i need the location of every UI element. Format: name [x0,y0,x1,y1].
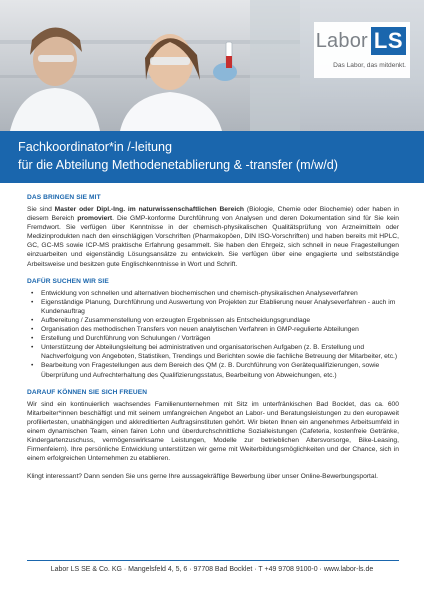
list-item-text: Organisation des methodischen Transfers von neuen analytischen Verfahren in GMP-regulierte Abteilungen [41,326,359,334]
list-item-text: Bearbeitung von Fragestellungen aus dem Bereich des QM (z. B. Durchführung von Gerätequalifizierungen, sowie Überprüfung und Aufrechterhaltung des Qualifizierungsstatus, Bearbeitung von Abweichungen, etc.) [41,362,380,379]
bullet-icon: • [31,362,34,370]
logo-tagline: Das Labor, das mitdenkt. [333,62,406,69]
logo-mark: LS [371,27,406,55]
job-title-line-1: Fachkoordinator*in /-leitung [18,140,173,154]
section-heading: DAS BRINGEN SIE MIT [27,194,101,201]
bullet-icon: • [31,289,34,297]
bullet-icon: • [31,344,34,352]
list-item [27,334,399,343]
list-item-text: Erstellung und Durchführung von Schulungen / Vorträgen [41,335,211,343]
task-list [27,289,399,380]
offer-text: Wir sind ein kontinuierlich wachsendes Familienunternehmen mit Sitz im unterfränkischen Bad Bocklet, das ca. 600 Mitarbeiter*innen beschäftigt und mit seinem umfangreichen Angebot an Labor- und Beratungsleistungen zu den europaweit profiliertesten, unabhängigen und akkreditierten Auftragsinstituten gehört. Wir bieten Ihnen ein angenehmes Arbeitsumfeld in einem dynamischen Team, einen fairen Lohn und überdurchschnittliche Sozialleistungen (Cafeteria, kostenfreie Getränke, Kindergartenzuschuss, vermögenswirksame Leistungen, Modelle zur betrieblichen Altersvorsorge, Bike-Leasing, Firmenfeiern). Ihre persönliche Entwicklung unterstützen wir gerne mit Weiterbildungsmöglichkeiten und der Chance, sich in einem erfolgreichen Unternehmen zu etablieren. [27,400,399,463]
list-item-text: Unterstützung der Abteilungsleitung bei administrativen und organisatorischen Aufgaben (z. B. Erstellung und Nachverfolgung von Angeboten, Statistiken, Trendings und Berichten sowie die fachliche Betreuung der Mitarbeiter, etc.) [41,344,398,361]
list-item [27,316,399,325]
section-heading: DAFÜR SUCHEN WIR SIE [27,277,109,285]
section-profile [27,194,399,269]
footer-divider [27,560,399,561]
list-item [27,343,399,361]
list-item-text: Eigenständige Planung, Durchführung und Auswertung von Projekten zur Etablierung neuer Analyseverfahren - auch im Kundenauftrag [41,298,396,315]
job-description [27,194,399,490]
profile-text-part: Sie sind [27,206,55,213]
logo-word: Labor [315,29,368,52]
labor-ls-logo [314,22,410,78]
list-item [27,325,399,334]
bullet-icon: • [31,335,34,343]
profile-text-part: (Biologie, Chemie oder Biochemie) oder haben in diesem Bereich [27,206,399,223]
list-item [27,298,399,316]
list-item-text: Entwicklung von schnellen und alternativen biochemischen und chemisch-physikalischen Analyseverfahren [41,289,358,297]
job-title-line-2: für die Abteilung Methodenetablierung & -transfer (m/w/d) [18,158,338,172]
bullet-icon: • [31,316,34,324]
bullet-icon: • [31,298,34,306]
bullet-icon: • [31,326,34,334]
closing-text: Klingt interessant? Dann senden Sie uns gerne Ihre aussagekräftige Bewerbung über unser Online-Bewerbungsportal. [27,473,378,481]
section-heading: DARAUF KÖNNEN SIE SICH FREUEN [27,388,148,396]
lab-scientists-photo [0,0,300,131]
section-tasks [27,278,399,380]
hero-image [0,0,424,131]
profile-promoted-bold: promoviert [77,215,113,223]
list-item [27,289,399,298]
footer-contact: Labor LS SE & Co. KG · Mangelsfeld 4, 5, 6 · 97708 Bad Bocklet · T +49 9708 9100-0 · www.labor-ls.de [50,566,374,573]
job-title-banner [0,131,424,183]
list-item [27,361,399,379]
profile-text [27,205,399,269]
section-offer [27,389,399,482]
profile-text-part: . Die GMP-konforme Durchführung von Analysen und deren Dokumentation sind für Sie kein Fremdwort. Sie verfügen über Kenntnisse in der chemisch-physikalischen Qualitätsprüfung von Arzneimitteln oder Medizinprodukten nach den einschlägigen Vorschriften (Pharmakopöen, DIN ISO-Vorschriften) und haben bereits mit HPLC, GC, GC-MS sowie ICP-MS praktische Erfahrung gesammelt. Sie haben den Ehrgeiz, sich schnell in neue Fragestellungen einzuarbeiten und eigenständig Lösungsansätze zu entwickeln. Sie verfügen über eine engagierte und selbstständige Arbeitsweise und besitzen gute Englischkenntnisse in Wort und Schrift. [27,215,400,268]
list-item-text: Aufbereitung / Zusammenstellung von erzeugten Ergebnissen als Entscheidungsgrundlage [41,316,311,324]
profile-degree-bold: Master oder Dipl.-Ing. im naturwissenschaftlichen Bereich [54,206,245,213]
